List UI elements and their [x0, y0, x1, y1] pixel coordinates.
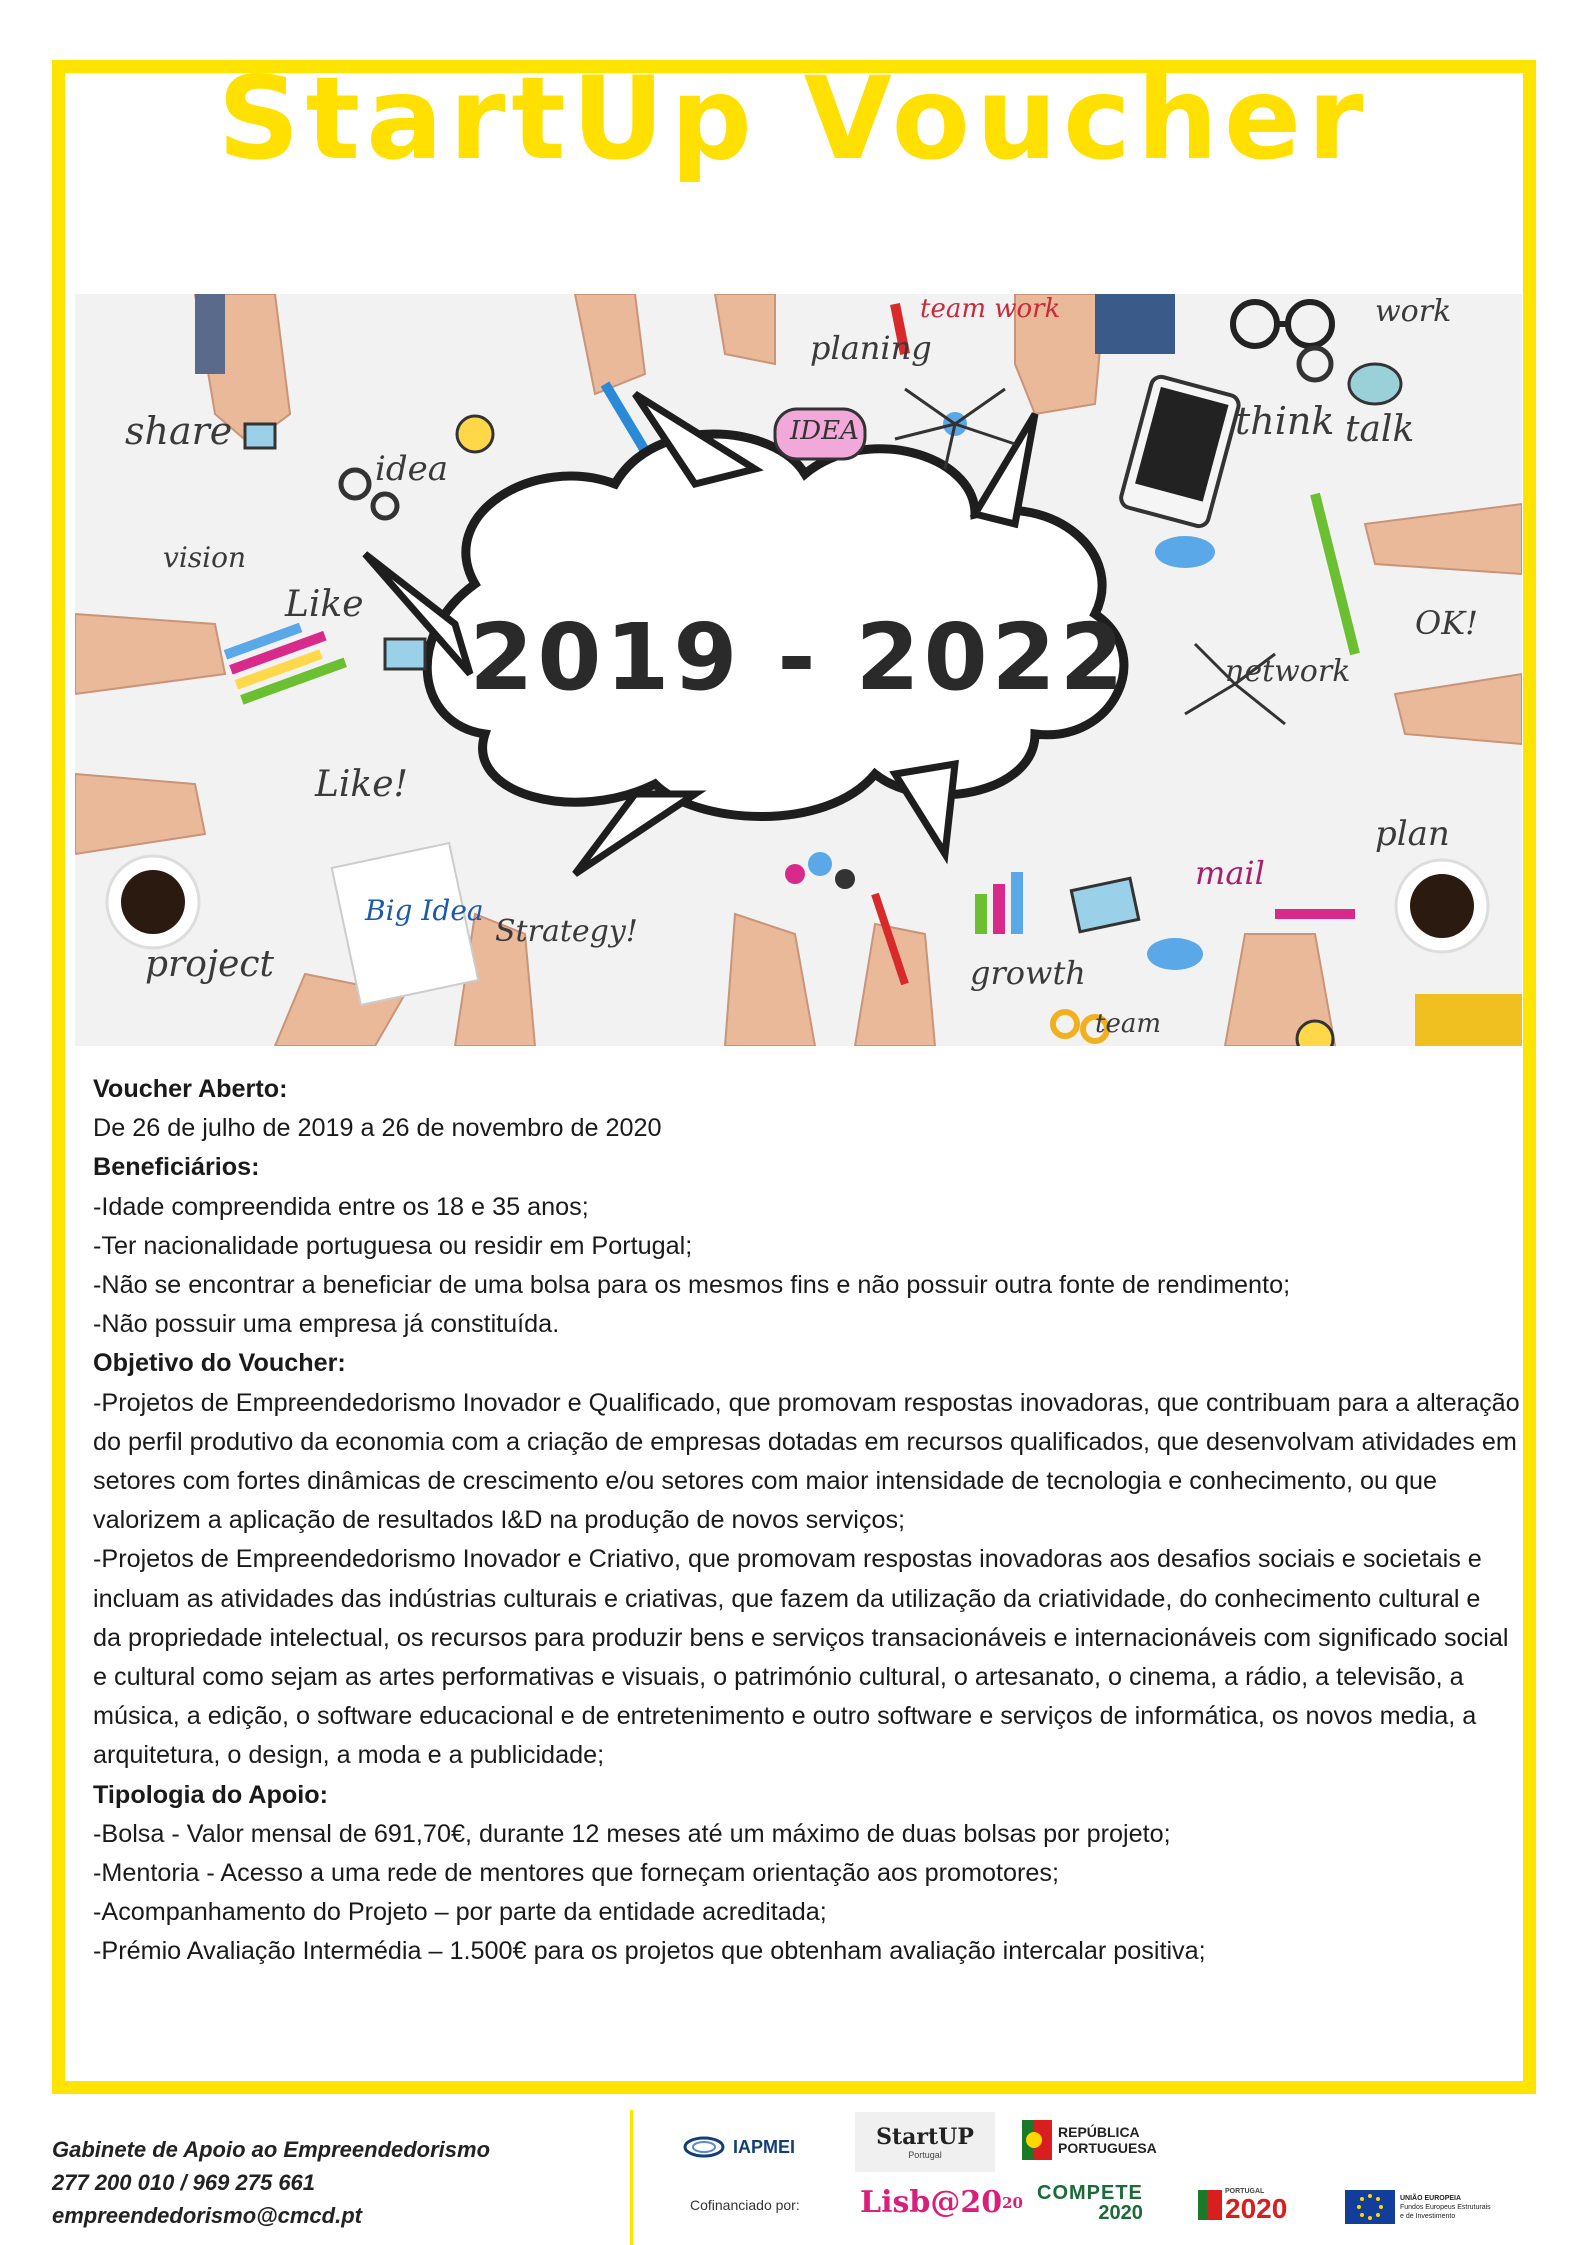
lightbulb-icon	[1297, 1021, 1333, 1046]
doodle-idea: idea	[375, 449, 449, 489]
portugal-flag-icon	[1022, 2120, 1052, 2160]
beneficiary-item: -Não se encontrar a beneficiar de uma bolsa para os mesmos fins e não possuir outra fonte de rendimento;	[93, 1271, 1291, 1300]
objective-item-continued: da propriedade intelectual, os recursos para produzir bens e serviços transacionáveis e internacionáveis com significado social e cultural como sejam as artes performativas e visuais, o património cultural, o artesanato, o cinema, a rádio, a televisão, a música, a edição, o software educacional e de entretenimento e outro software e serviços de informática, os novos media, a arquitetura, o design, a moda e a publicidade;	[93, 1623, 1509, 1770]
lisboa-sup: 20	[1002, 2193, 1023, 2212]
eu-flag-icon	[1345, 2190, 1395, 2224]
hero-image	[75, 294, 1522, 1046]
portugal-2020-logo	[1198, 2185, 1287, 2225]
doodle-mail: mail	[1195, 854, 1265, 892]
doodle-growth: growth	[970, 954, 1086, 992]
objective-item: -Projetos de Empreendedorismo Inovador e Criativo, que promovam respostas inovadoras aos desafios sociais e societais e incluam as atividades das indústrias culturais e criativas, que fazem da utilização da criatividade, do conhecimento cultural e	[93, 1545, 1482, 1613]
chat-bubble-icon	[1349, 364, 1401, 404]
page-title: StartUp Voucher	[217, 52, 1370, 185]
hero-years: 2019 - 2022	[469, 604, 1128, 711]
growth-chart-icon	[975, 872, 1023, 934]
doodle-team-work: team work	[920, 294, 1061, 324]
mail-icon	[245, 424, 275, 448]
support-item: -Acompanhamento do Projeto – por parte da entidade acreditada;	[93, 1898, 827, 1927]
doodle-planing: planing	[810, 329, 932, 367]
iapmei-text: IAPMEI	[733, 2136, 796, 2157]
doodle-vision: vision	[163, 541, 246, 574]
sleeve-shape	[195, 294, 225, 374]
republica-text-2: PORTUGUESA	[1058, 2140, 1157, 2156]
footer-divider	[630, 2110, 633, 2245]
beneficiary-item: -Idade compreendida entre os 18 e 35 anos;	[93, 1192, 589, 1221]
glasses-icon	[1233, 302, 1332, 346]
cofinanced-label: Cofinanciado por:	[690, 2197, 800, 2213]
compete-year: 2020	[1098, 2202, 1143, 2224]
lightbulb-icon	[457, 416, 493, 452]
support-item: -Mentoria - Acesso a uma rede de mentores que forneçam orientação aos promotores;	[93, 1859, 1060, 1888]
hand-shape	[715, 294, 775, 364]
voucher-dates: De 26 de julho de 2019 a 26 de novembro de 2020	[93, 1114, 662, 1143]
compete-2020-logo	[1037, 2183, 1143, 2223]
republica-text-1: REPÚBLICA	[1058, 2124, 1140, 2140]
beneficiaries-heading: Beneficiários:	[93, 1153, 260, 1182]
doodle-team: team	[1095, 1009, 1161, 1039]
objective-heading: Objetivo do Voucher:	[93, 1349, 346, 1378]
doodle-think: think	[1235, 399, 1335, 443]
doodle-share: share	[125, 409, 233, 453]
support-item: -Prémio Avaliação Intermédia – 1.500€ para os projetos que obtenham avaliação intercalar positiva;	[93, 1937, 1206, 1966]
gear-icon	[1299, 348, 1331, 380]
lisboa-text: Lisb@20	[860, 2185, 1003, 2220]
hand-shape	[75, 774, 205, 854]
coffee-icon	[121, 870, 185, 934]
gear-icon	[373, 494, 397, 518]
doodle-like: Like	[285, 584, 364, 625]
doodle-talk: talk	[1345, 409, 1415, 450]
hand-shape	[1365, 504, 1522, 574]
doodle-network: network	[1225, 654, 1351, 689]
hand-shape	[575, 294, 645, 394]
gear-icon	[341, 470, 369, 498]
portugal-2020-year: 2020	[1225, 2192, 1288, 2224]
objective-item: -Projetos de Empreendedorismo Inovador e Qualificado, que promovam respostas inovadoras, que contribuam para a alteração do perfil produtivo da economia com a criação de empresas dotadas em recursos qualificados, que desenvolvam atividades em setores com fortes dinâmicas de crescimento e/ou setores com maior intensidade de tecnologia e conhecimento, ou que valorizem a aplicação de resultados I&D na produção de novos serviços;	[93, 1388, 1520, 1535]
hand-shape	[725, 914, 815, 1046]
startup-portugal-logo	[855, 2112, 995, 2172]
doodle-idea-bubble: IDEA	[790, 416, 859, 446]
cloud-spike	[575, 794, 695, 874]
iapmei-symbol-icon	[683, 2136, 725, 2158]
doodle-strategy: Strategy!	[495, 914, 638, 949]
portugal-2020-symbol-icon	[1198, 2190, 1222, 2220]
eu-text-2: Fundos Europeus Estruturais	[1400, 2203, 1491, 2211]
phone-numbers: 277 200 010 / 969 275 661	[52, 2170, 316, 2195]
footer-contact	[52, 2133, 490, 2232]
doodle-like-exclaim: Like!	[315, 764, 409, 805]
beneficiary-item: -Ter nacionalidade portuguesa ou residir em Portugal;	[93, 1231, 693, 1260]
compete-text: COMPETE	[1037, 2182, 1143, 2204]
email-link[interactable]: empreendedorismo@cmcd.pt	[52, 2203, 362, 2228]
doodle-plan: plan	[1375, 814, 1450, 854]
eu-text-1: UNIÃO EUROPEIA	[1400, 2194, 1462, 2202]
iapmei-logo	[683, 2132, 795, 2162]
lisboa-2020-logo	[860, 2185, 1023, 2220]
doodle-big-idea: Big Idea	[365, 894, 484, 927]
cloud-icon	[1147, 938, 1203, 970]
sleeve-shape	[1415, 994, 1522, 1046]
mail-icon	[1071, 878, 1138, 932]
office-name: Gabinete de Apoio ao Empreendedorismo	[52, 2137, 491, 2162]
support-heading: Tipologia do Apoio:	[93, 1780, 329, 1809]
doodle-ok: OK!	[1415, 604, 1478, 642]
eu-funds-logo	[1345, 2190, 1491, 2224]
republica-portuguesa-logo	[1022, 2115, 1157, 2165]
cloud-icon	[1155, 536, 1215, 568]
portugal-2020-small: PORTUGAL	[1225, 2187, 1265, 2195]
startup-logo-sub: Portugal	[908, 2150, 942, 2160]
doodle-work: work	[1375, 294, 1452, 329]
beneficiary-item: -Não possuir uma empresa já constituída.	[93, 1310, 560, 1339]
eu-text-3: e de Investimento	[1400, 2212, 1456, 2220]
coffee-icon	[1410, 874, 1474, 938]
voucher-heading: Voucher Aberto:	[93, 1075, 288, 1103]
doodle-project: project	[145, 944, 275, 985]
cloud-spike	[895, 764, 955, 854]
startup-logo-text: StartUP	[876, 2124, 974, 2150]
sleeve-shape	[1095, 294, 1175, 354]
content-body	[93, 1070, 1523, 1972]
support-item: -Bolsa - Valor mensal de 691,70€, durante 12 meses até um máximo de duas bolsas por projeto;	[93, 1819, 1171, 1848]
